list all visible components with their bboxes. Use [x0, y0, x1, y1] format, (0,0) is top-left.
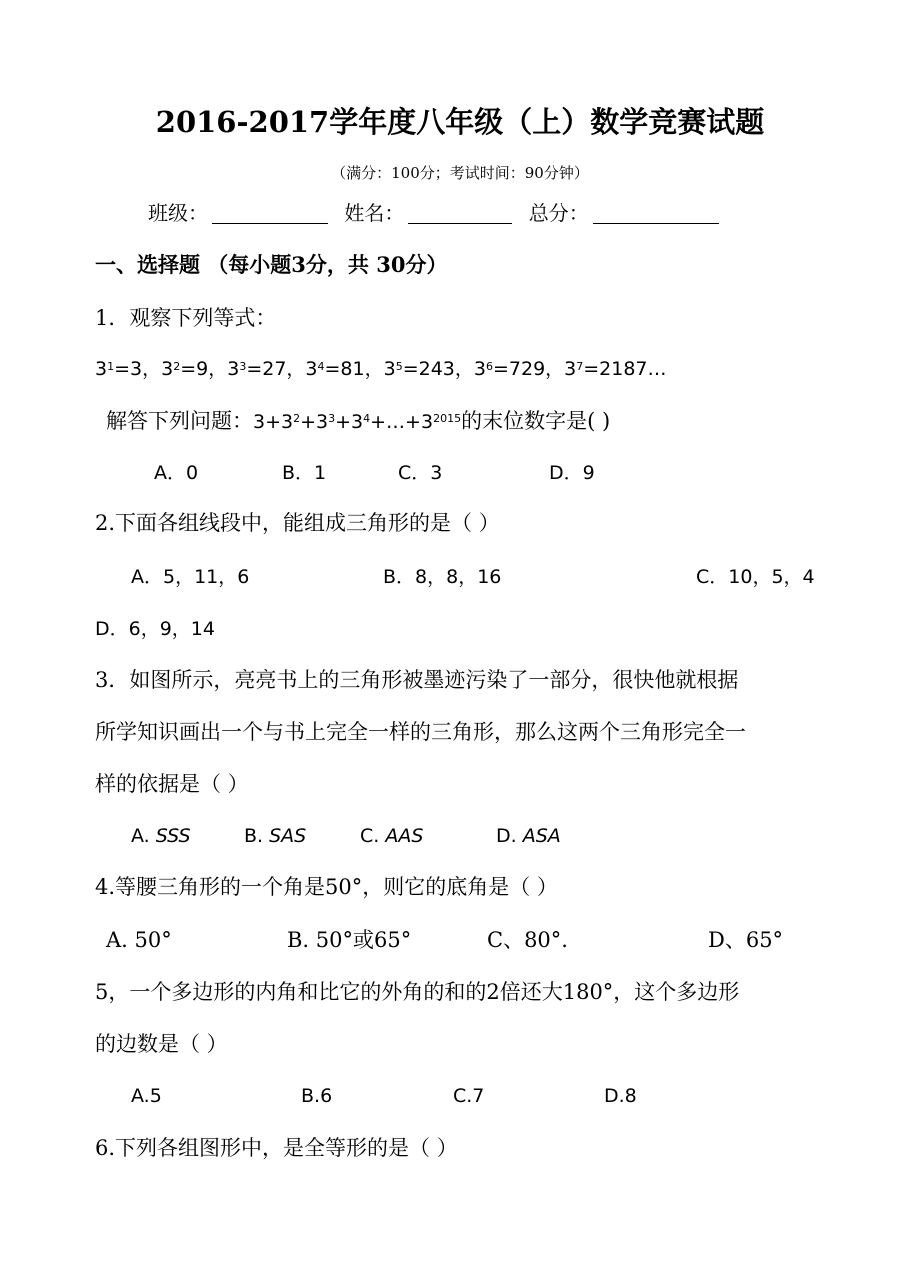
q3-option-b[interactable]: B. SAS: [244, 825, 307, 847]
section-heading: 一、选择题 （每小题3分，共 30分）: [95, 252, 448, 277]
q2-option-b[interactable]: B．8，8，16: [383, 566, 502, 588]
exam-subtitle: （满分：100分；考试时间：90分钟）: [331, 164, 589, 182]
q4-option-c[interactable]: C、80°.: [487, 928, 568, 952]
q1-option-a[interactable]: A．0: [154, 462, 199, 484]
q5-option-a[interactable]: A.5: [131, 1085, 162, 1107]
q5-option-d[interactable]: D.8: [604, 1085, 637, 1107]
q2-option-d[interactable]: D．6，9，14: [95, 618, 215, 640]
q3-line-3: 样的依据是（ ）: [95, 772, 249, 796]
exam-title: 2016-2017学年度八年级（上）数学竞赛试题: [155, 105, 765, 139]
q4-option-b[interactable]: B. 50°或65°: [287, 928, 412, 952]
student-info-row: [148, 198, 729, 228]
q1-equations: $3^1=3$，$3^2=9$，$3^3=27$，$3^4=81$，$3^5=243$，$3^6=729$，$3^7=2187\dots$: [95, 358, 667, 380]
q2-option-a[interactable]: A．5，11，6: [131, 566, 250, 588]
q1-option-c[interactable]: C．3: [398, 462, 443, 484]
q4-option-a[interactable]: A. 50°: [106, 928, 172, 952]
q2-option-c[interactable]: C．10，5，4: [696, 566, 815, 588]
q1-question: 解答下列问题：$3+3^2+3^3+3^4+\dots+3^{2015}$的末位数字是( ): [106, 409, 611, 433]
q2-stem: 2.下面各组线段中，能组成三角形的是（ ）: [95, 511, 500, 535]
class-label: 班级：: [148, 201, 208, 225]
name-blank: [408, 201, 512, 224]
q3-line-1: 3．如图所示，亮亮书上的三角形被墨迹污染了一部分，很快他就根据: [95, 668, 739, 692]
q4-stem: 4.等腰三角形的一个角是50°，则它的底角是（ ）: [95, 875, 558, 899]
q4-option-d[interactable]: D、65°: [708, 928, 784, 952]
q1-option-b[interactable]: B．1: [282, 462, 327, 484]
q5-option-b[interactable]: B.6: [301, 1085, 333, 1107]
q3-option-c[interactable]: C. AAS: [360, 825, 424, 847]
score-blank: [593, 201, 719, 224]
q1-stem: 1．观察下列等式：: [95, 306, 277, 330]
q3-option-a[interactable]: A. SSS: [131, 825, 191, 847]
q5-line-1: 5，一个多边形的内角和比它的外角的和的2倍还大180°，这个多边形: [95, 980, 740, 1004]
q1-option-d[interactable]: D．9: [549, 462, 595, 484]
q3-option-d[interactable]: D. ASA: [496, 825, 561, 847]
q5-line-2: 的边数是（ ）: [95, 1032, 228, 1056]
score-label: 总分：: [528, 201, 589, 225]
q5-option-c[interactable]: C.7: [453, 1085, 485, 1107]
q6-stem: 6.下列各组图形中，是全等形的是（ ）: [95, 1136, 458, 1160]
q3-line-2: 所学知识画出一个与书上完全一样的三角形，那么这两个三角形完全一: [95, 720, 746, 744]
name-label: 姓名：: [344, 201, 405, 225]
class-blank: [212, 201, 328, 224]
